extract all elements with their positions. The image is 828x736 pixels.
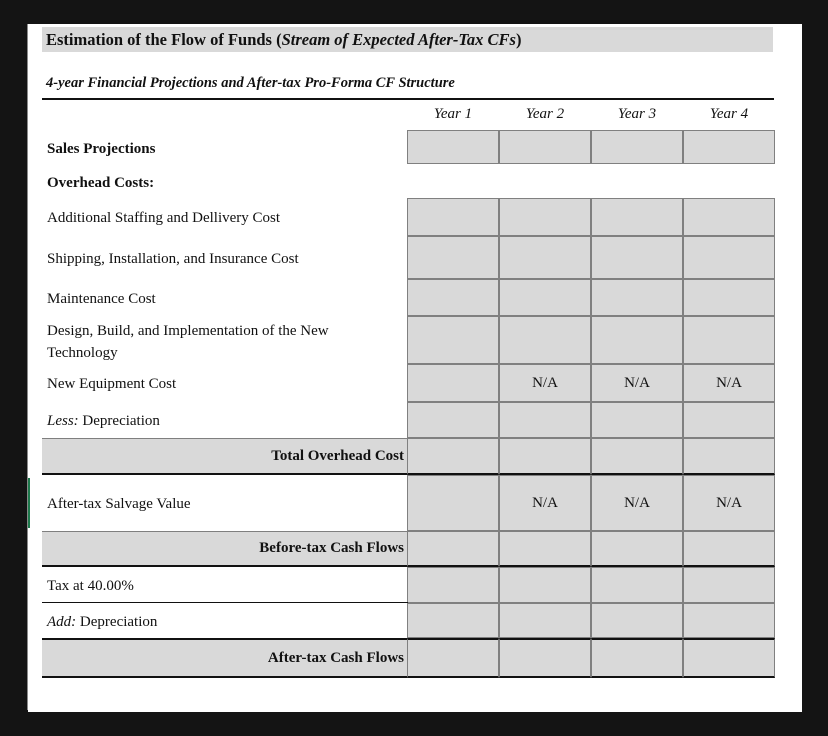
shipping-y3[interactable] bbox=[591, 236, 683, 279]
maintenance-label: Maintenance Cost bbox=[47, 291, 156, 307]
grid-edge bbox=[27, 24, 28, 710]
active-row-marker bbox=[28, 478, 30, 528]
tax-y3[interactable] bbox=[591, 567, 683, 603]
design-label-line2: Technology bbox=[47, 345, 118, 361]
staffing-y4[interactable] bbox=[683, 198, 775, 236]
title-end: ) bbox=[515, 30, 522, 49]
salvage-y2[interactable]: N/A bbox=[499, 475, 591, 531]
design-y4[interactable] bbox=[683, 316, 775, 364]
tax-y4[interactable] bbox=[683, 567, 775, 603]
after-tax-y4[interactable] bbox=[683, 638, 775, 678]
after-tax-y1[interactable] bbox=[407, 638, 499, 678]
subtitle-rule bbox=[42, 98, 774, 100]
less-depreciation-label bbox=[47, 410, 160, 432]
add-depreciation-y1[interactable] bbox=[407, 603, 499, 638]
salvage-y1[interactable] bbox=[407, 475, 499, 531]
total-overhead-y4[interactable] bbox=[683, 438, 775, 475]
sales-y1[interactable] bbox=[407, 130, 499, 164]
before-tax-y3[interactable] bbox=[591, 531, 683, 567]
maintenance-y2[interactable] bbox=[499, 279, 591, 316]
design-label-line1: Design, Build, and Implementation of the New bbox=[47, 323, 329, 339]
maintenance-y4[interactable] bbox=[683, 279, 775, 316]
staffing-label: Additional Staffing and Dellivery Cost bbox=[47, 210, 281, 226]
after-tax-label: After-tax Cash Flows bbox=[267, 650, 404, 666]
depreciation-text: Depreciation bbox=[82, 413, 160, 429]
equipment-y1[interactable] bbox=[407, 364, 499, 402]
salvage-label: After-tax Salvage Value bbox=[47, 496, 191, 512]
depreciation-y2[interactable] bbox=[499, 402, 591, 438]
before-tax-y2[interactable] bbox=[499, 531, 591, 567]
total-overhead-band bbox=[42, 438, 408, 475]
depreciation-y1[interactable] bbox=[407, 402, 499, 438]
total-overhead-y3[interactable] bbox=[591, 438, 683, 475]
shipping-y1[interactable] bbox=[407, 236, 499, 279]
sales-label: Sales Projections bbox=[47, 141, 156, 157]
before-tax-label: Before-tax Cash Flows bbox=[259, 540, 404, 556]
title-italic: Stream of Expected After-Tax CFs bbox=[281, 30, 516, 49]
depreciation-y3[interactable] bbox=[591, 402, 683, 438]
title-main: Estimation of the Flow of Funds ( bbox=[46, 30, 282, 49]
year-4-header: Year 4 bbox=[709, 106, 749, 122]
equipment-y2[interactable]: N/A bbox=[499, 364, 591, 402]
sheet-subtitle: 4-year Financial Projections and After-tax Pro-Forma CF Structure bbox=[46, 75, 455, 91]
year-3-header: Year 3 bbox=[617, 106, 657, 122]
after-tax-y3[interactable] bbox=[591, 638, 683, 678]
equipment-y3[interactable]: N/A bbox=[591, 364, 683, 402]
sales-y2[interactable] bbox=[499, 130, 591, 164]
design-y3[interactable] bbox=[591, 316, 683, 364]
sheet-title bbox=[42, 27, 773, 52]
overhead-heading: Overhead Costs: bbox=[47, 175, 155, 191]
add-prefix: Add: bbox=[47, 614, 77, 630]
salvage-y4[interactable]: N/A bbox=[683, 475, 775, 531]
maintenance-y1[interactable] bbox=[407, 279, 499, 316]
equipment-label: New Equipment Cost bbox=[47, 376, 177, 392]
year-2-header: Year 2 bbox=[525, 106, 565, 122]
equipment-y4[interactable]: N/A bbox=[683, 364, 775, 402]
tax-row-rule bbox=[42, 602, 408, 603]
after-tax-band bbox=[42, 638, 408, 678]
staffing-y3[interactable] bbox=[591, 198, 683, 236]
add-depreciation-y4[interactable] bbox=[683, 603, 775, 638]
add-depreciation-text: Depreciation bbox=[79, 614, 158, 630]
tax-y2[interactable] bbox=[499, 567, 591, 603]
total-overhead-y2[interactable] bbox=[499, 438, 591, 475]
total-overhead-y1[interactable] bbox=[407, 438, 499, 475]
year-1-header: Year 1 bbox=[433, 106, 473, 122]
staffing-y2[interactable] bbox=[499, 198, 591, 236]
less-prefix: Less: bbox=[47, 413, 79, 429]
depreciation-y4[interactable] bbox=[683, 402, 775, 438]
add-depreciation-y2[interactable] bbox=[499, 603, 591, 638]
tax-label: Tax at 40.00% bbox=[47, 578, 134, 594]
shipping-label: Shipping, Installation, and Insurance Cost bbox=[47, 251, 299, 267]
shipping-y4[interactable] bbox=[683, 236, 775, 279]
shipping-y2[interactable] bbox=[499, 236, 591, 279]
sales-y3[interactable] bbox=[591, 130, 683, 164]
after-tax-y2[interactable] bbox=[499, 638, 591, 678]
maintenance-y3[interactable] bbox=[591, 279, 683, 316]
total-overhead-label: Total Overhead Cost bbox=[271, 448, 404, 464]
tax-y1[interactable] bbox=[407, 567, 499, 603]
before-tax-y4[interactable] bbox=[683, 531, 775, 567]
before-tax-y1[interactable] bbox=[407, 531, 499, 567]
add-depreciation-y3[interactable] bbox=[591, 603, 683, 638]
before-tax-band bbox=[42, 531, 408, 567]
add-depreciation-label bbox=[47, 611, 157, 633]
staffing-y1[interactable] bbox=[407, 198, 499, 236]
sales-y4[interactable] bbox=[683, 130, 775, 164]
salvage-y3[interactable]: N/A bbox=[591, 475, 683, 531]
design-y2[interactable] bbox=[499, 316, 591, 364]
design-y1[interactable] bbox=[407, 316, 499, 364]
